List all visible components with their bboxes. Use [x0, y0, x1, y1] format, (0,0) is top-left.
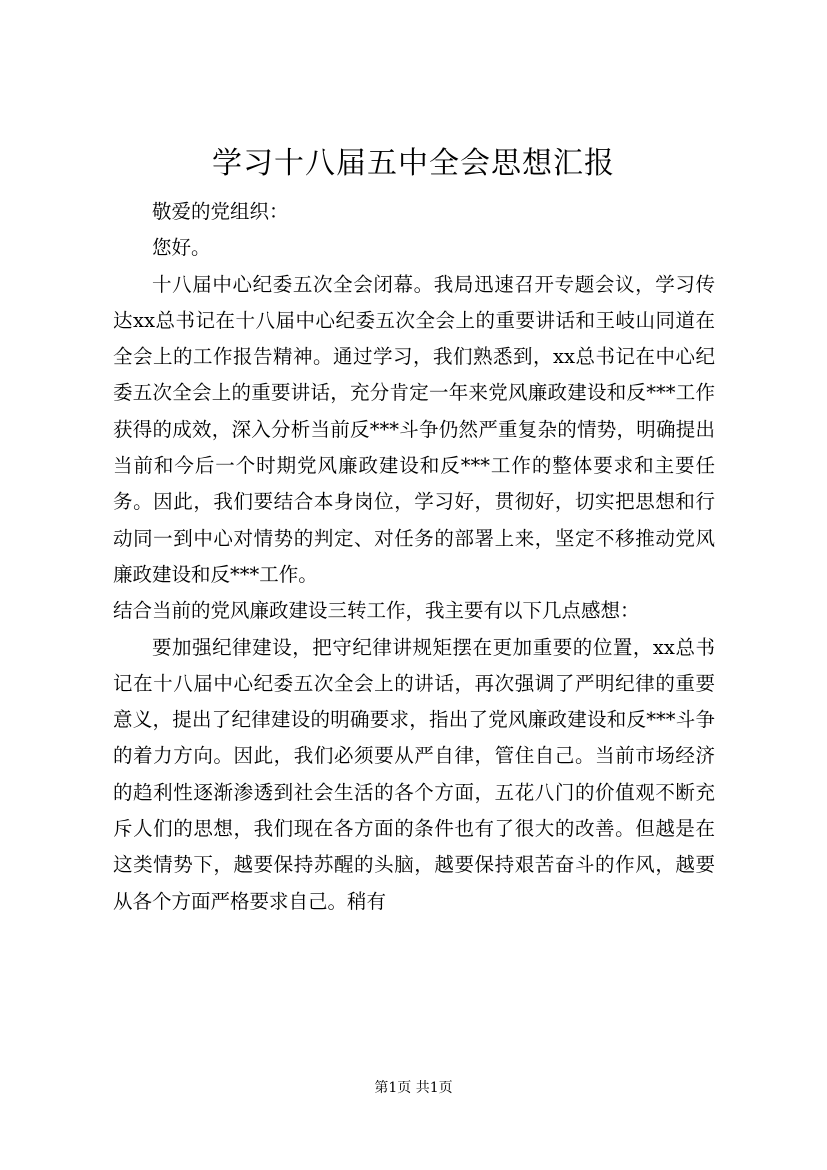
page-number-footer: 第1页 共1页 [374, 1080, 453, 1096]
paragraph-1: 十八届中心纪委五次全会闭幕。我局迅速召开专题会议，学习传达xx总书记在十八届中心纪委五次全会上的重要讲话和王岐山同道在全会上的工作报告精神。通过学习，我们熟悉到，xx总书记在中心纪委五次全会上的重要讲话，充分肯定一年来党风廉政建设和反***工作获得的成效，深入分析当前反***斗争仍然严重复杂的情势，明确提出当前和今后一个时期党风廉政建设和反***工作的整体要求和主要任务。因此，我们要结合本身岗位，学习好，贯彻好，切实把思想和行动同一到中心对情势的判定、对任务的部署上来，坚定不移推动党风廉政建设和反***工作。 [113, 272, 715, 586]
paragraph-2: 结合当前的党风廉政建设三转工作，我主要有以下几点感想： [113, 599, 640, 623]
paragraph-3: 要加强纪律建设，把守纪律讲规矩摆在更加重要的位置，xx总书记在十八届中心纪委五次全会上的讲话，再次强调了严明纪律的重要意义，提出了纪律建设的明确要求，指出了党风廉政建设和反***斗争的着力方向。因此，我们必须要从严自律，管住自己。当前市场经济的趋利性逐渐渗透到社会生活的各个方面，五花八门的价值观不断充斥人们的思想，我们现在各方面的条件也有了很大的改善。但越是在这类情势下，越要保持苏醒的头脑，越要保持艰苦奋斗的作风，越要从各个方面严格要求自己。稍有 [113, 635, 715, 913]
salutation: 敬爱的党组织： [152, 200, 289, 223]
document-title: 学习十八届五中全会思想汇报 [212, 146, 615, 181]
document-body [113, 194, 715, 920]
greeting: 您好。 [152, 236, 211, 260]
